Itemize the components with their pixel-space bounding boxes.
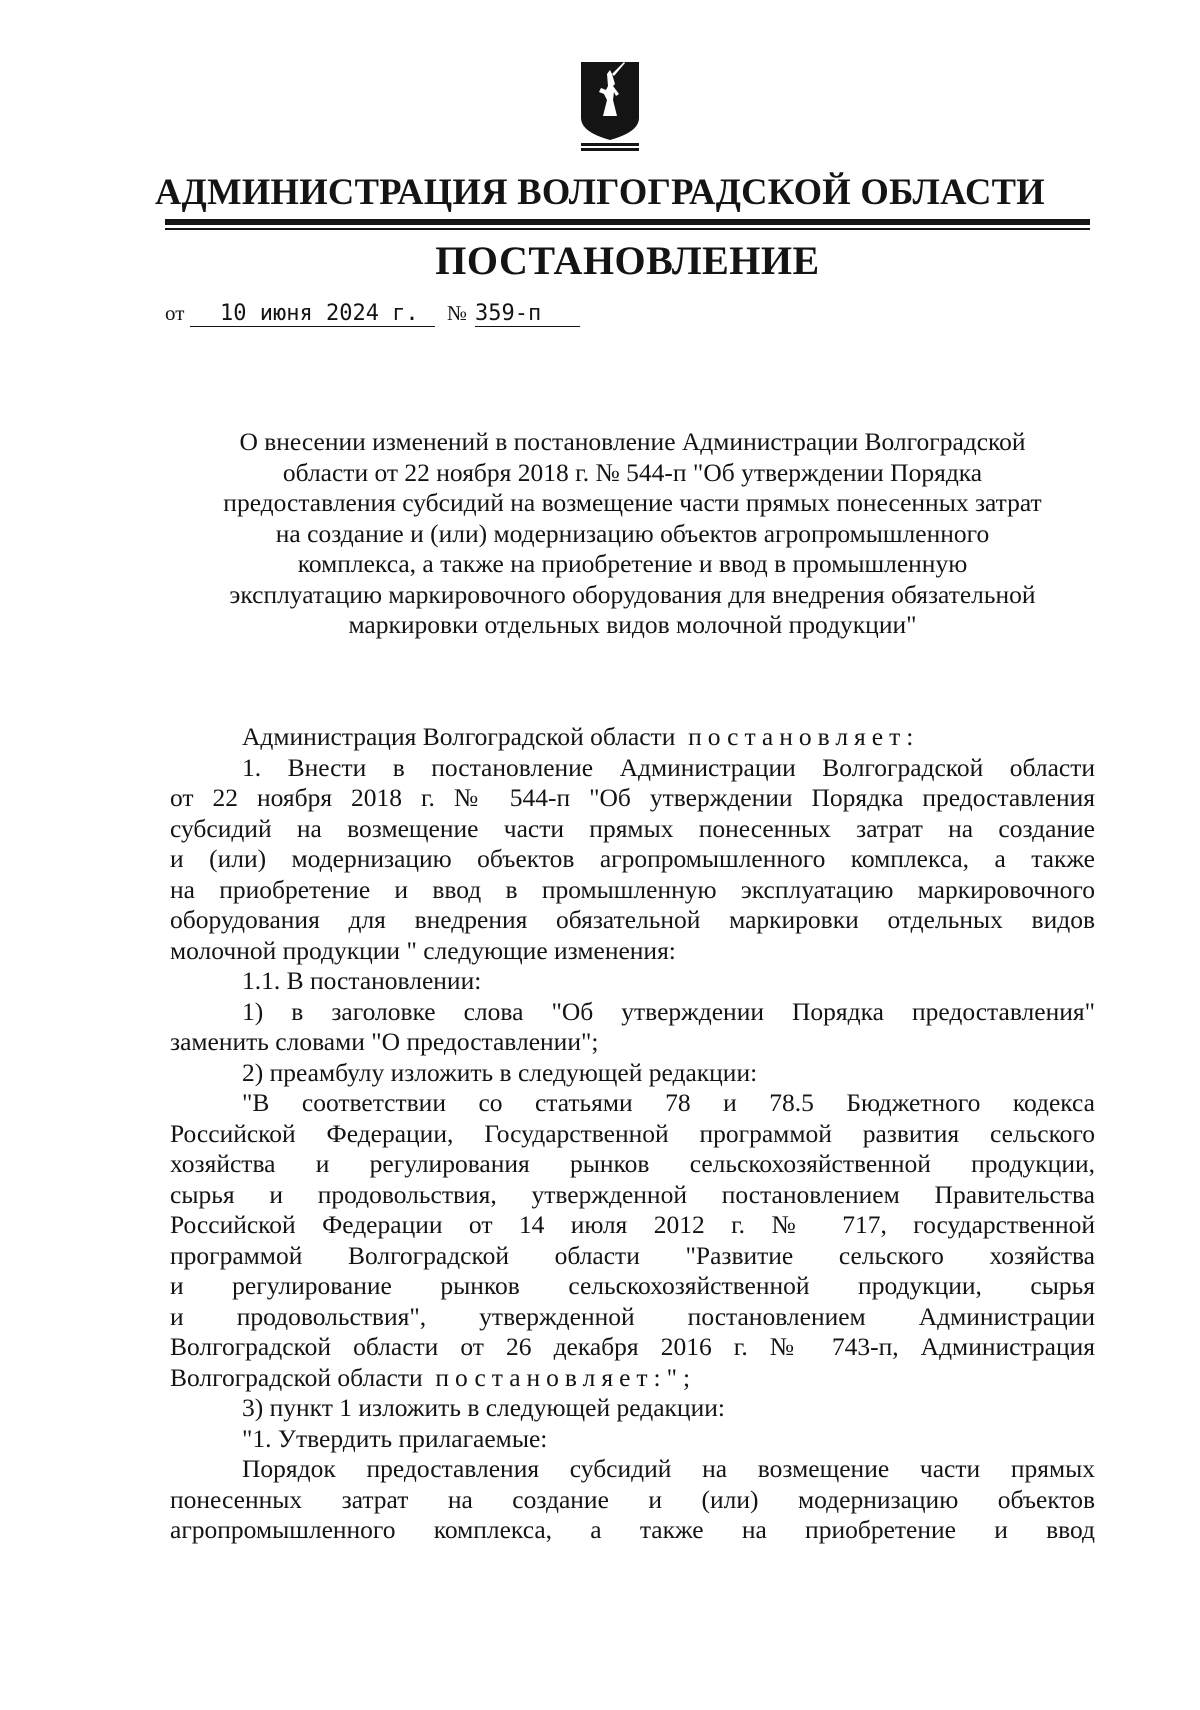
coat-of-arms-icon <box>579 60 641 152</box>
body-line: и (или) модернизацию объектов агропромышленного комплекса, а также <box>170 844 1095 873</box>
body-line: субсидий на возмещение части прямых понесенных затрат на создание <box>170 813 1095 843</box>
body-line: Порядок предоставления субсидий на возмещение части прямых <box>242 1454 1095 1483</box>
body-line: 3) пункт 1 изложить в следующей редакции: <box>242 1393 725 1422</box>
body-line: программой Волгоградской области "Развитие сельского хозяйства <box>170 1240 1095 1270</box>
subject-line: комплекса, а также на приобретение и ввод в промышленную <box>297 549 968 578</box>
body-line: "1. Утвердить прилагаемые: <box>242 1423 548 1453</box>
body-line: Российской Федерации от 14 июля 2012 г. № 717, государственной <box>170 1210 1095 1239</box>
body-line: понесенных затрат на создание и (или) модернизацию объектов <box>170 1484 1095 1514</box>
preamble-keyword: постановляет: <box>688 722 920 751</box>
body-line: 2) преамбулу изложить в следующей редакции: <box>242 1057 758 1087</box>
document-type-title: ПОСТАНОВЛЕНИЕ <box>435 238 820 283</box>
body-line: 1. Внести в постановление Администрации Волгоградской области <box>242 752 1095 782</box>
body-line: и регулирование рынков сельскохозяйственной продукции, сырья <box>170 1271 1095 1300</box>
date-prefix: от <box>165 301 185 325</box>
body-line: молочной продукции " следующие изменения: <box>170 935 676 965</box>
closing-line <box>170 1363 1095 1394</box>
body-line: 1.1. В постановлении: <box>242 966 482 995</box>
header-rule-thick <box>165 219 1090 225</box>
subject-line: области от 22 ноября 2018 г. № 544-п "Об утверждении Порядка <box>282 457 983 487</box>
number-prefix: № <box>447 301 468 325</box>
body-line: и продовольствия", утвержденной постановлением Администрации <box>170 1301 1095 1331</box>
body-line: оборудования для внедрения обязательной маркировки отдельных видов <box>170 905 1095 934</box>
body-line: сырья и продовольствия, утвержденной постановлением Правительства <box>170 1179 1095 1209</box>
organization-title: АДМИНИСТРАЦИЯ ВОЛГОГРАДСКОЙ ОБЛАСТИ <box>155 171 1045 212</box>
document-number: 359-п <box>475 301 580 327</box>
body-line: Российской Федерации, Государственной программой развития сельского <box>170 1118 1095 1148</box>
body-line: заменить словами "О предоставлении"; <box>170 1027 599 1056</box>
body-line: хозяйства и регулирования рынков сельскохозяйственной продукции, <box>170 1149 1095 1178</box>
subject-line: предоставления субсидий на возмещение части прямых понесенных затрат <box>223 488 1042 517</box>
document-subject <box>170 427 1095 641</box>
preamble-start: Администрация Волгоградской области <box>242 722 676 751</box>
document-date: 10 июня 2024 г. <box>190 301 435 327</box>
date-number-line <box>165 297 645 331</box>
body-line: от 22 ноября 2018 г. № 544-п "Об утверждении Порядка предоставления <box>170 783 1095 812</box>
body-line: "В соответствии со статьями 78 и 78.5 Бюджетного кодекса <box>242 1088 1095 1117</box>
preamble-line <box>170 722 1095 753</box>
subject-line: на создание и (или) модернизацию объектов агропромышленного <box>275 518 990 548</box>
document-body <box>170 722 1095 1546</box>
body-line: агропромышленного комплекса, а также на приобретение и ввод <box>170 1515 1095 1544</box>
subject-line: О внесении изменений в постановление Администрации Волгоградской <box>239 427 1026 456</box>
closing-start: Волгоградской области <box>170 1362 423 1392</box>
subject-line: эксплуатацию маркировочного оборудования для внедрения обязательной <box>229 579 1036 609</box>
header-rule-thin <box>165 228 1090 230</box>
closing-keyword: постановляет:"; <box>435 1362 697 1392</box>
body-line: Волгоградской области от 26 декабря 2016 г. № 743-п, Администрация <box>170 1332 1095 1361</box>
body-line: 1) в заголовке слова "Об утверждении Порядка предоставления" <box>242 996 1095 1026</box>
subject-line: маркировки отдельных видов молочной продукции" <box>348 610 917 639</box>
body-line: на приобретение и ввод в промышленную эксплуатацию маркировочного <box>170 874 1095 904</box>
